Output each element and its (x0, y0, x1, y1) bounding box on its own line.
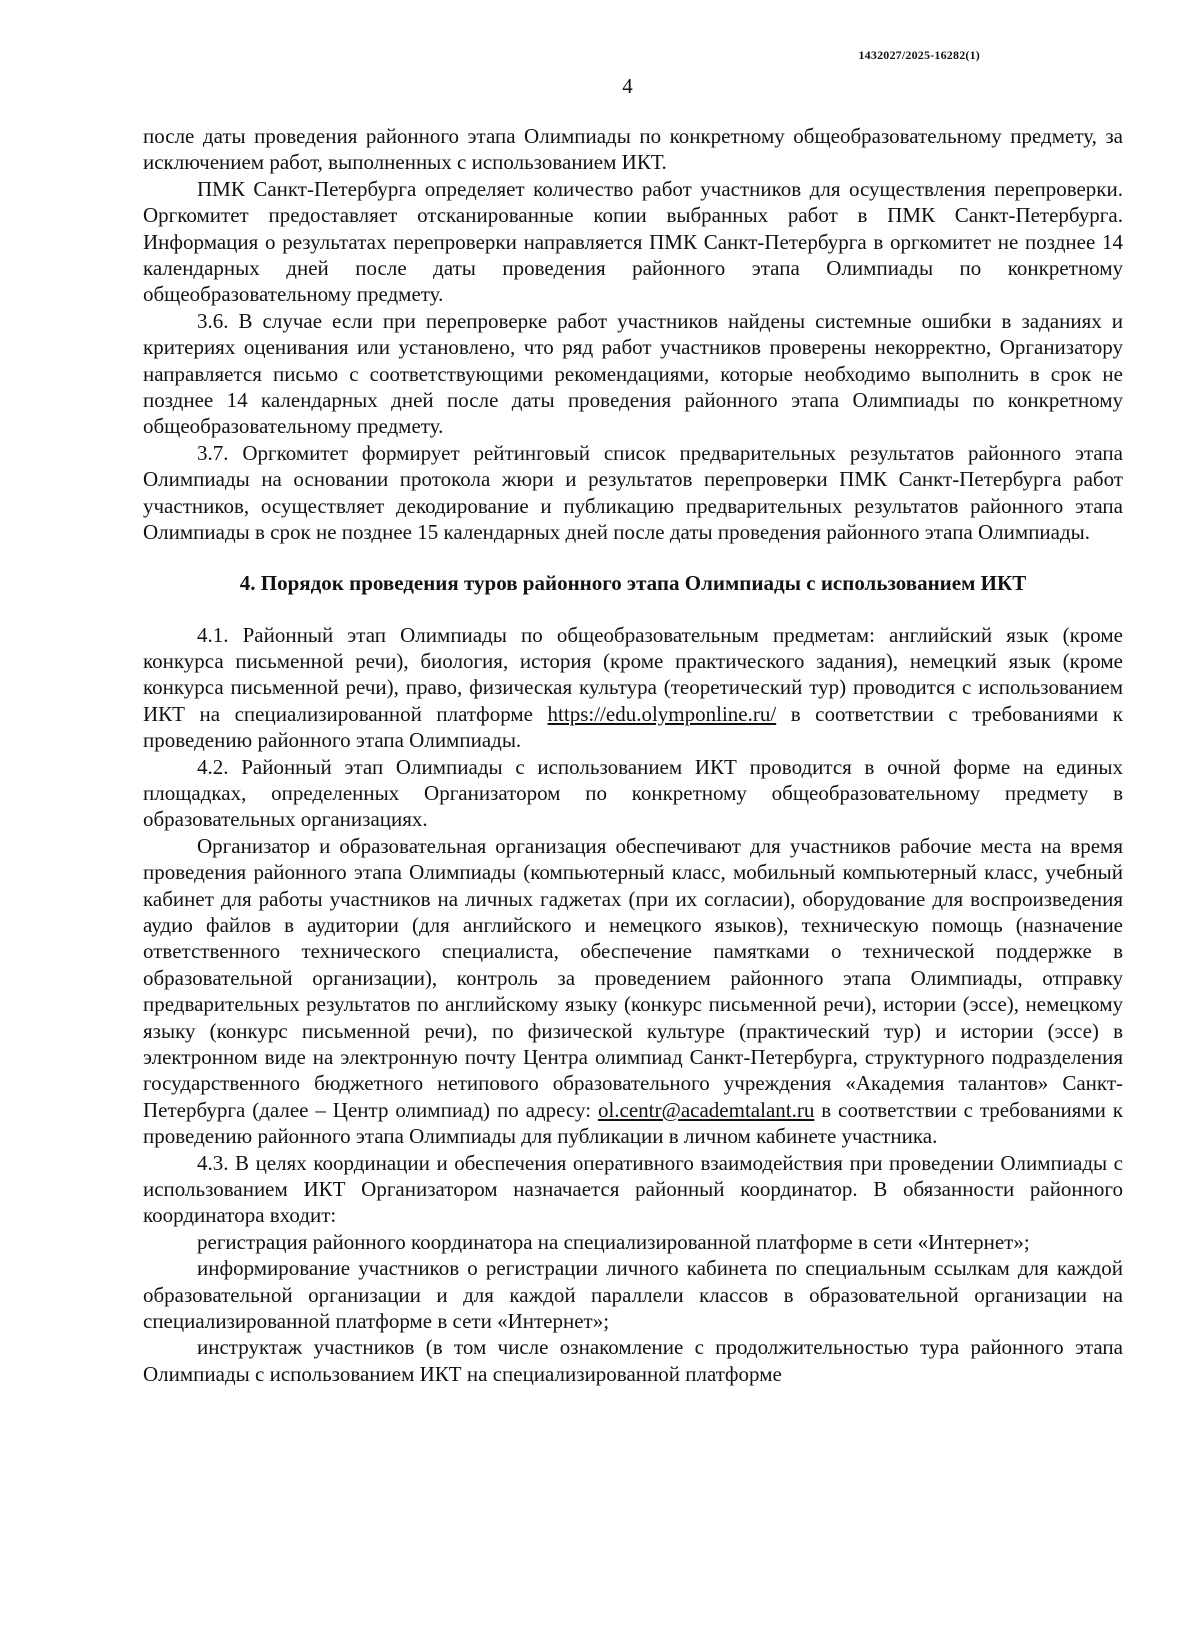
paragraph-continuation: после даты проведения районного этапа Олимпиады по конкретному общеобразовательному предмету, за исключением работ, выполненных с использованием ИКТ. (143, 124, 1123, 175)
paragraph-4-1-text: 4.1. Районный этап Олимпиады по общеобразовательным предметам: английский язык (кроме конкурса письменной речи), биология, история (кроме практического задания), немецкий язык (кроме конкурса письменной речи), право, физическая культура (теоретический тур) проводится с использованием ИКТ на специализированной платформе (143, 622, 1123, 726)
document-number: 1432027/2025-16282(1) (858, 48, 980, 62)
document-body (143, 123, 1123, 1387)
duty-registration: регистрация районного координатора на специализированной платформе в сети «Интернет»; (197, 1229, 1030, 1254)
duty-instruction: инструктаж участников (в том числе ознакомление с продолжительностью тура районного этапа Олимпиады с использованием ИКТ на специализированной платформе (143, 1335, 1123, 1386)
page-number: 4 (622, 74, 633, 98)
paragraph-3-7: 3.7. Оргкомитет формирует рейтинговый список предварительных результатов районного этапа Олимпиады на основании протокола жюри и результатов перепроверки ПМК Санкт-Петербурга работ участников, осуществляет декодирование и публикацию предварительных результатов районного этапа Олимпиады в срок не позднее 15 календарных дней после даты проведения районного этапа Олимпиады. (143, 440, 1123, 545)
paragraph-pmk-recheck: ПМК Санкт-Петербурга определяет количество работ участников для осуществления перепроверки. Оргкомитет предоставляет отсканированные копии выбранных работ в ПМК Санкт-Петербурга. Информация о результатах перепроверки направляется ПМК Санкт-Петербурга в оргкомитет не позднее 14 календарных дней после даты проведения районного этапа Олимпиады по конкретному общеобразовательному предмету. (143, 176, 1123, 307)
paragraph-organizer-text-end: в соответствии с требованиями к проведению районного этапа Олимпиады для публикации в личном кабинете участника. (143, 1097, 1123, 1149)
email-link[interactable]: ol.centr@academtalant.ru (597, 1097, 815, 1122)
section-4-heading: 4. Порядок проведения туров районного этапа Олимпиады с использованием ИКТ (239, 570, 1027, 595)
paragraph-organizer-text: Организатор и образовательная организация обеспечивают для участников рабочие места на время проведения районного этапа Олимпиады (компьютерный класс, мобильный компьютерный класс, учебный кабинет для работы участников на личных гаджетах (при их согласии), оборудование для воспроизведения аудио файлов в аудитории (для английского и немецкого языков), техническую помощь (назначение ответственного технического специалиста, обеспечение памятками о технической поддержке в образовательной организации), контроль за проведением районного этапа Олимпиады, отправку предварительных результатов по английскому языку (конкурс письменной речи), истории (эссе), немецкому языку (конкурс письменной речи), по физической культуре (практический тур) и истории (эссе) в электронном виде на электронную почту Центра олимпиад Санкт-Петербурга, структурного подразделения государственного бюджетного нетипового образовательного учреждения «Академия талантов» Санкт-Петербурга (далее – Центр олимпиад) по адресу: (143, 833, 1123, 1122)
duty-informing: информирование участников о регистрации личного кабинета по специальным ссылкам для каждой образовательной организации и для каждой параллели классов в образовательной организации на специализированной платформе в сети «Интернет»; (143, 1256, 1123, 1334)
paragraph-3-6: 3.6. В случае если при перепроверке работ участников найдены системные ошибки в заданиях и критериях оценивания или установлено, что ряд работ участников проверены некорректно, Организатору направляется письмо с соответствующими рекомендациями, которые необходимо выполнить в срок не позднее 14 календарных дней после даты проведения районного этапа Олимпиады по конкретному общеобразовательному предмету. (143, 308, 1123, 439)
paragraph-organizer (143, 833, 1123, 1150)
paragraph-4-3: 4.3. В целях координации и обеспечения оперативного взаимодействия при проведении Олимпиады с использованием ИКТ Организатором назначается районный координатор. В обязанности районного координатора входит: (143, 1150, 1123, 1228)
platform-link[interactable]: https://edu.olymponline.ru/ (547, 701, 777, 726)
paragraph-4-1-text-end: в соответствии с требованиями к проведению районного этапа Олимпиады. (143, 701, 1123, 753)
paragraph-4-2: 4.2. Районный этап Олимпиады с использованием ИКТ проводится в очной форме на единых площадках, определенных Организатором по конкретному общеобразовательному предмету в образовательных организациях. (143, 754, 1123, 832)
paragraph-4-1 (143, 622, 1123, 754)
